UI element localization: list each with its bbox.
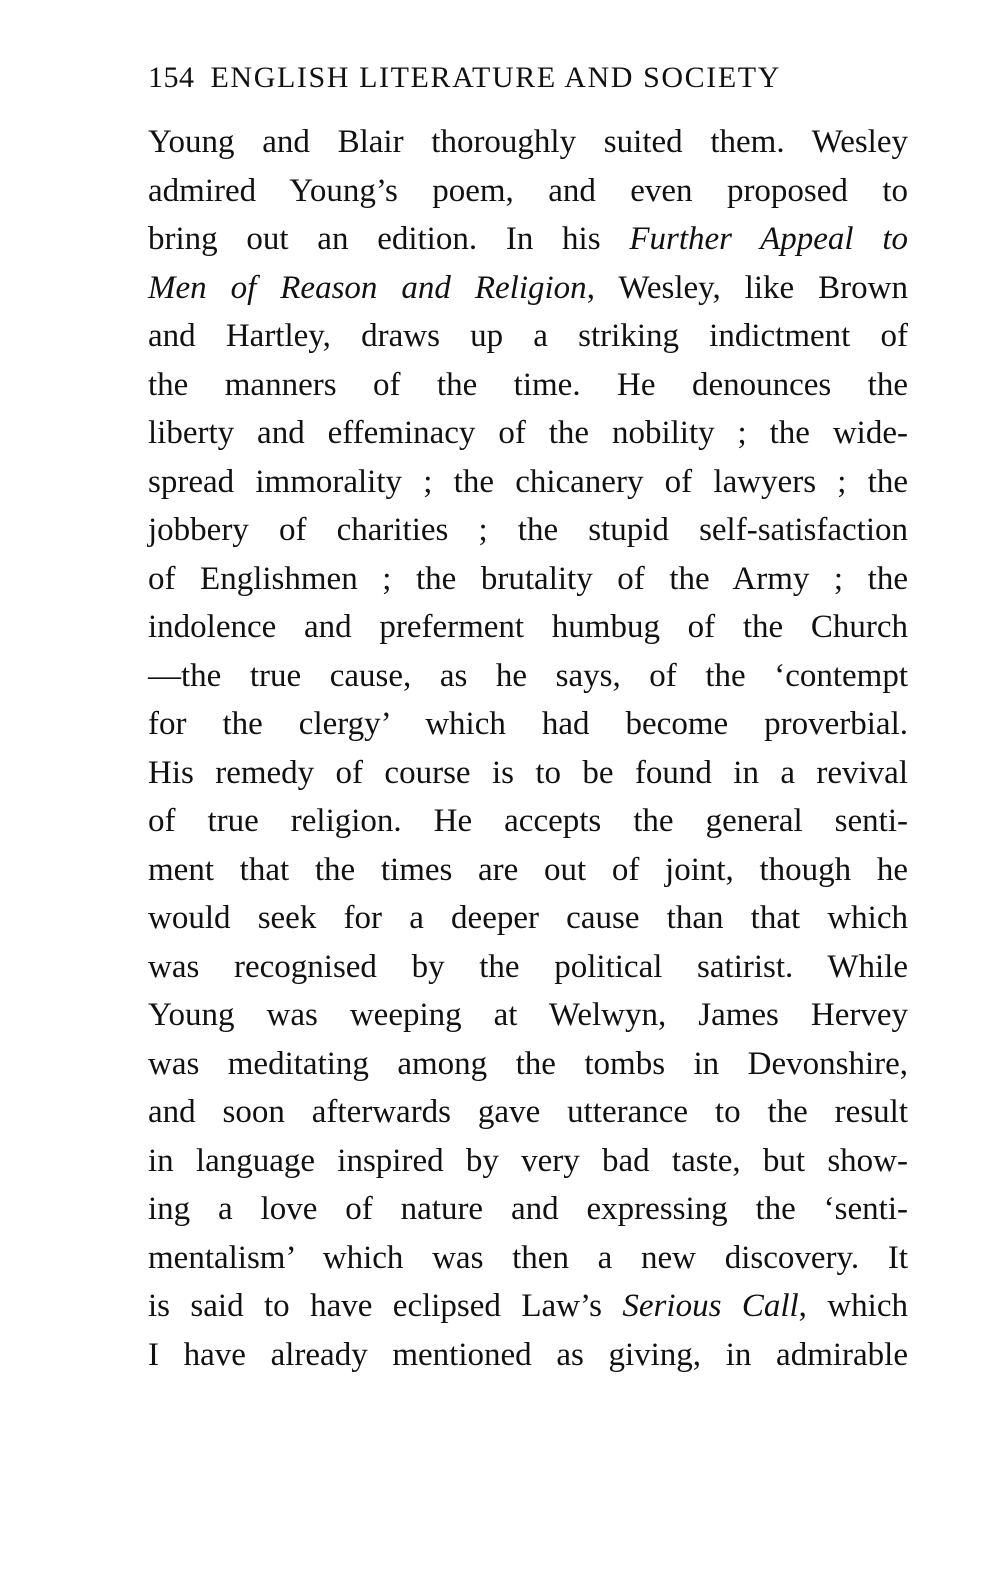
text-run: and soon afterwards gave utterance to the result <box>148 1094 908 1130</box>
text-run: is said to have eclipsed Law’s <box>148 1288 623 1324</box>
text-run: the manners of the time. He denounces the <box>148 366 908 403</box>
text-run: ing a love of nature and expressing the ‘senti- <box>148 1191 908 1227</box>
text-line <box>148 1185 908 1234</box>
body-paragraph <box>148 118 908 1379</box>
text-run: , Wesley, like Brown <box>586 269 909 306</box>
text-line <box>148 312 908 361</box>
text-line <box>148 264 908 313</box>
text-line <box>148 749 908 798</box>
text-run: in language inspired by very bad taste, but show- <box>148 1142 908 1179</box>
text-line <box>148 1137 908 1186</box>
running-head <box>148 50 908 106</box>
text-line <box>148 894 908 943</box>
text-line <box>148 506 908 555</box>
text-run: and Hartley, draws up a striking indictment of <box>148 318 908 354</box>
text-run: of true religion. He accepts the general senti- <box>148 803 908 839</box>
text-line <box>148 797 908 846</box>
text-run: was recognised by the political satirist. While <box>148 948 908 985</box>
text-line <box>148 603 908 652</box>
text-run: indolence and preferment humbug of the Church <box>148 609 908 645</box>
text-run: , which <box>798 1288 908 1324</box>
italic-title: Men of Reason and Religion <box>148 269 587 306</box>
text-run: I have already mentioned as giving, in admirable <box>148 1336 908 1373</box>
text-run: ment that the times are out of joint, though he <box>148 851 908 888</box>
text-line <box>148 1282 908 1331</box>
text-run: for the clergy’ which had become proverbial. <box>148 706 908 742</box>
text-run: would seek for a deeper cause than that which <box>148 900 908 936</box>
text-line <box>148 991 908 1040</box>
text-line <box>148 361 908 410</box>
text-line <box>148 846 908 895</box>
text-line <box>148 700 908 749</box>
text-line <box>148 1088 908 1137</box>
text-line <box>148 118 908 167</box>
text-run: liberty and effeminacy of the nobility ; the wide- <box>148 415 908 451</box>
text-line <box>148 409 908 458</box>
text-line <box>148 458 908 507</box>
italic-title: Further Appeal to <box>629 221 908 257</box>
book-page <box>148 50 908 1379</box>
text-line <box>148 215 908 264</box>
running-title: ENGLISH LITERATURE AND SOCIETY <box>210 61 781 94</box>
text-run: Young and Blair thoroughly suited them. Wesley <box>148 124 908 160</box>
text-run: jobbery of charities ; the stupid self-satisfaction <box>148 512 908 548</box>
text-run: Young was weeping at Welwyn, James Hervey <box>148 997 908 1033</box>
text-run: spread immorality ; the chicanery of lawyers ; the <box>148 463 908 500</box>
text-line <box>148 943 908 992</box>
text-run: mentalism’ which was then a new discovery. It <box>148 1239 908 1276</box>
page-number: 154 <box>148 61 195 94</box>
italic-title: Serious Call <box>622 1288 799 1324</box>
text-line <box>148 1331 908 1380</box>
text-run: admired Young’s poem, and even proposed to <box>148 172 908 209</box>
text-run: bring out an edition. In his <box>148 221 630 257</box>
text-run: —the true cause, as he says, of the ‘contempt <box>148 657 908 694</box>
text-line <box>148 167 908 216</box>
text-line <box>148 1234 908 1283</box>
text-line <box>148 652 908 701</box>
text-line <box>148 1040 908 1089</box>
text-run: His remedy of course is to be found in a revival <box>148 754 908 791</box>
text-run: of Englishmen ; the brutality of the Army ; the <box>148 560 908 597</box>
text-line <box>148 555 908 604</box>
text-run: was meditating among the tombs in Devonshire, <box>148 1045 908 1082</box>
